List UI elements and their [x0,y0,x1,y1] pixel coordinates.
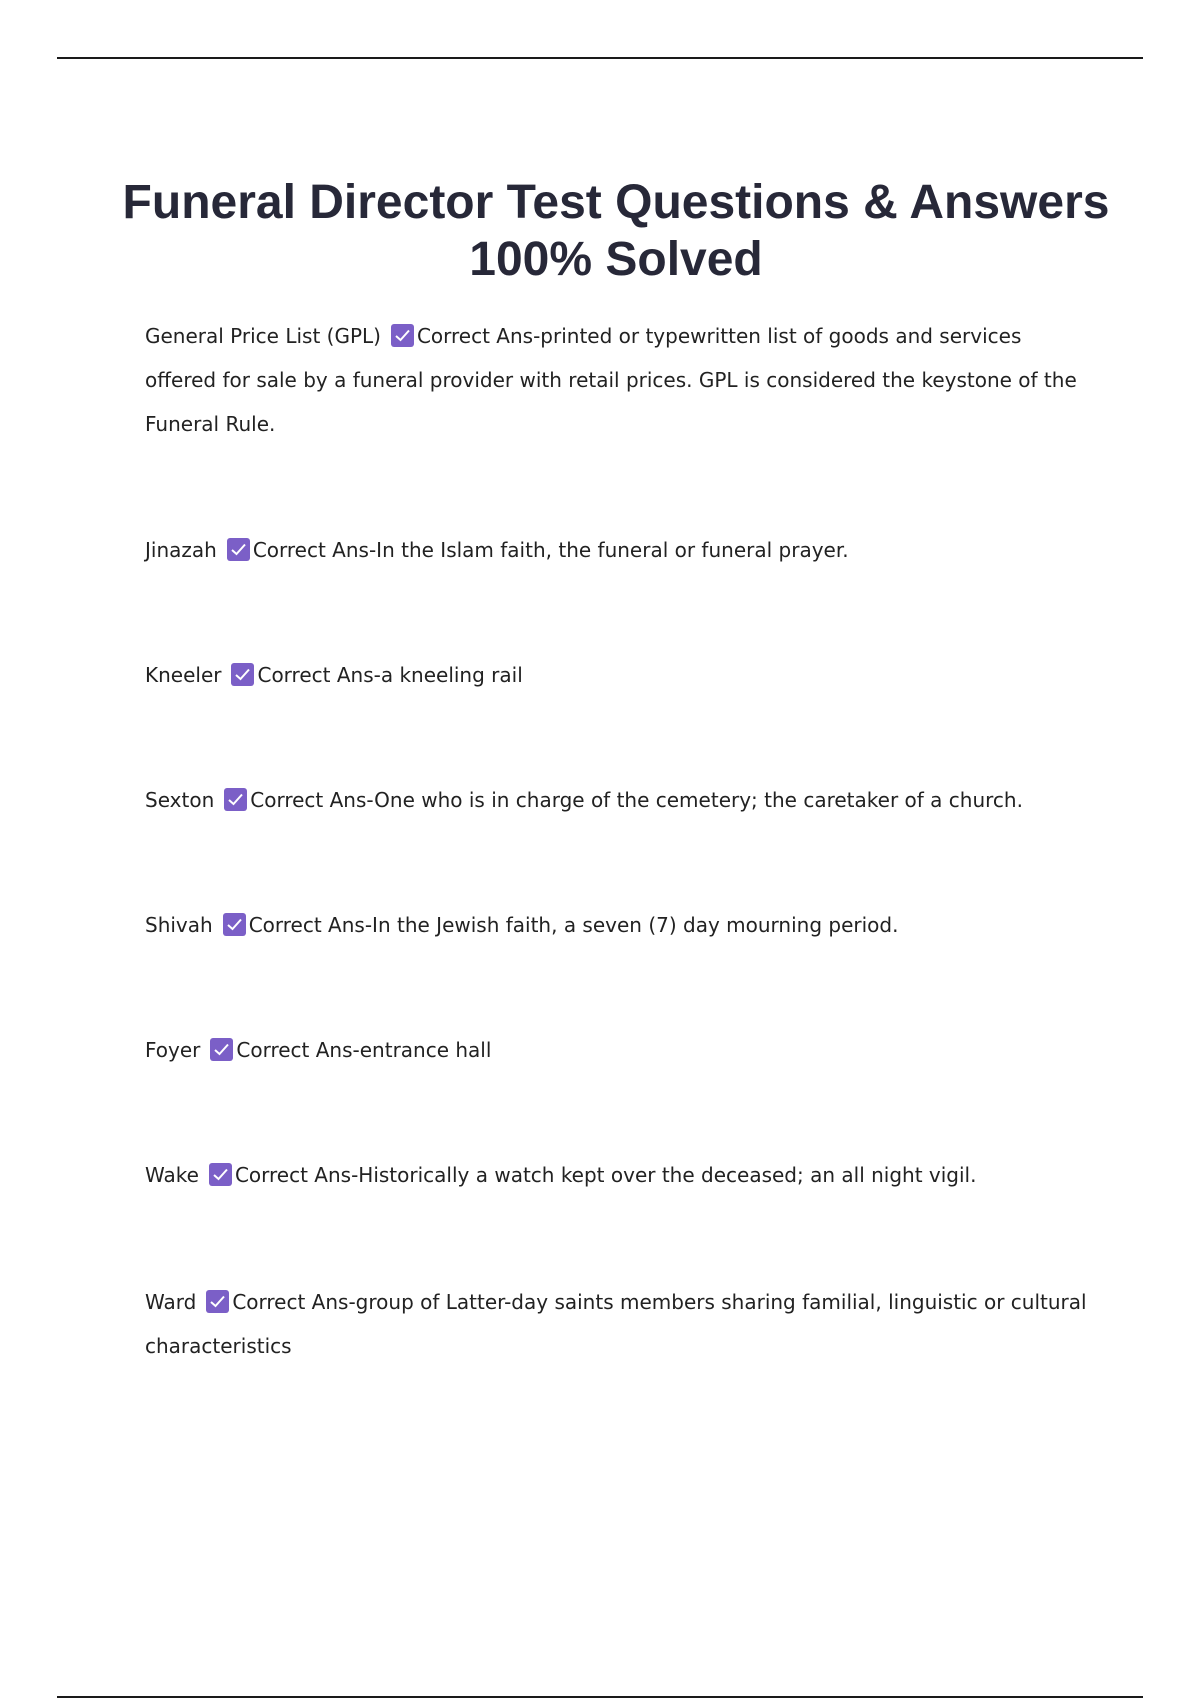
qa-answer: Correct Ans-In the Islam faith, the funeral or funeral prayer. [252,538,849,562]
check-box-icon [209,1163,232,1186]
document-title: Funeral Director Test Questions & Answers 100% Solved [122,176,1110,287]
qa-term: Foyer [145,1038,201,1062]
qa-answer: Correct Ans-a kneeling rail [257,663,523,687]
qa-item-jinazah [145,528,1090,572]
qa-term: Kneeler [145,663,222,687]
qa-item-gpl [145,314,1090,446]
qa-term: Shivah [145,913,213,937]
qa-item-ward [145,1280,1090,1368]
qa-term: Jinazah [145,538,217,562]
qa-term: Wake [145,1163,199,1187]
check-box-icon [210,1038,233,1061]
check-box-icon [231,663,254,686]
qa-answer: Correct Ans-Historically a watch kept over the deceased; an all night vigil. [234,1163,977,1187]
qa-item-foyer [145,1028,1090,1072]
check-box-icon [223,913,246,936]
check-box-icon [206,1290,229,1313]
check-box-icon [391,324,414,347]
qa-term: Ward [145,1290,197,1314]
qa-item-shivah [145,903,1090,947]
qa-answer: Correct Ans-entrance hall [236,1038,492,1062]
check-box-icon [227,538,250,561]
qa-item-sexton [145,778,1090,822]
qa-answer: Correct Ans-In the Jewish faith, a seven (7) day mourning period. [248,913,899,937]
qa-item-kneeler [145,653,1090,697]
qa-answer: Correct Ans-One who is in charge of the cemetery; the caretaker of a church. [250,788,1023,812]
check-box-icon [224,788,247,811]
bottom-divider [57,1696,1143,1698]
qa-item-wake [145,1153,1090,1197]
qa-term: General Price List (GPL) [145,324,381,348]
qa-answer: Correct Ans-group of Latter-day saints members sharing familial, linguistic or cultural characteristics [145,1290,1087,1358]
qa-answer: Correct Ans-printed or typewritten list of goods and services offered for sale by a funeral provider with retail prices. GPL is considered the keystone of the Funeral Rule. [145,324,1077,436]
qa-term: Sexton [145,788,215,812]
top-divider [57,57,1143,59]
